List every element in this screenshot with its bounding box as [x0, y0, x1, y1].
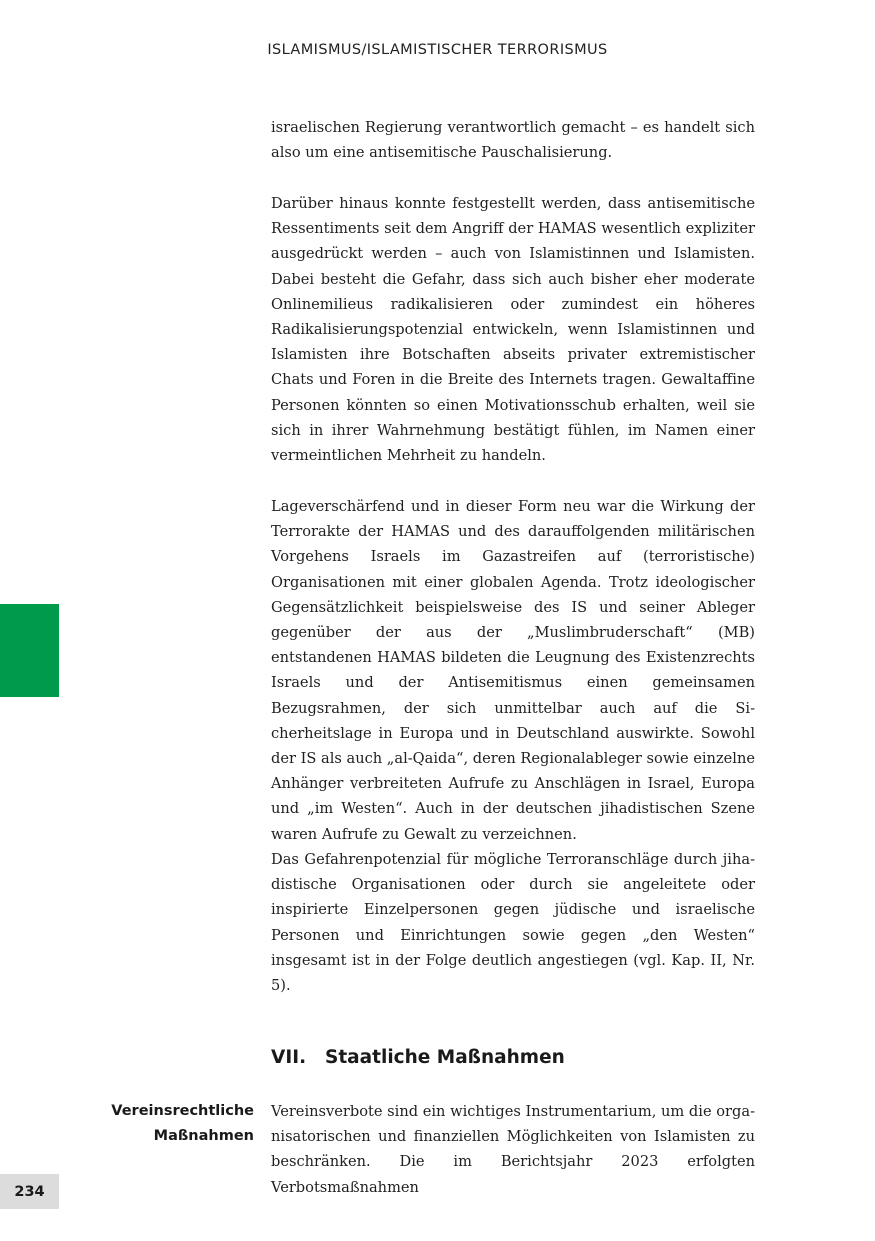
margin-note-line-1: Vereinsrechtliche — [111, 1103, 254, 1119]
margin-note-line-2: Maßnahmen — [153, 1128, 254, 1145]
section-title: Staatliche Maßnahmen — [325, 1047, 565, 1068]
page-number-box — [0, 1174, 59, 1209]
running-header: ISLAMISMUS/ISLAMISTISCHER TERRORISMUS — [267, 42, 608, 58]
page-number: 234 — [14, 1183, 45, 1200]
section-paragraph: Vereinsverbote sind ein wichtiges Instrumentarium, um die organisatorischen und finanziellen Möglichkeiten von Islamisten zu beschränken. Die im Berichtsjahr 2023 erfolgten Verbotsmaßnahmen — [271, 1103, 755, 1196]
section-number: VII. — [271, 1047, 307, 1068]
body-paragraph-1: israelischen Regierung verantwortlich gemacht – es handelt sich also um eine antisemitische Pauschalisierung. — [271, 119, 755, 162]
section-heading — [271, 1044, 755, 1072]
margin-note — [80, 1099, 254, 1149]
chapter-tab-marker — [0, 604, 59, 697]
body-paragraph-2: Darüber hinaus konnte festgestellt werden, dass antisemitische Ressentiments seit dem Angriff der HAMAS wesentlich expliziter ausgedrückt werden – auch von Islamistinnen und Islamisten. Dabei besteht die Gefahr, dass sich auch bisher eher moderate Onlinemilieus radikalisieren oder zumindest ein höheres Radikalisierungspotenzial entwickeln, wenn Islamistinnen und Islamisten ihre Botschaften abseits privater extremistischer Chats und Foren in die Breite des Internets tragen. Gewaltaffine Personen könnten so einen Motivationsschub erhalten, weil sie sich in ihrer Wahrnehmung bestätigt fühlen, im Namen einer vermeintlichen Mehrheit zu handeln. — [271, 195, 755, 465]
body-paragraph-4: Das Gefahrenpotenzial für mögliche Terroranschläge durch jihadistische Organisationen oder durch sie angeleitete oder inspirierte Einzelpersonen gegen jüdische und israelische Personen und Einrichtungen sowie gegen „den Westen“ insgesamt ist in der Folge deutlich angestiegen (vgl. Kap. II, Nr. 5). — [271, 851, 755, 995]
body-paragraph-3: Lageverschärfend und in dieser Form neu war die Wirkung der Terrorakte der HAMAS und des darauffolgenden militärischen Vorgehens Israels im Gazastreifen auf (terroristische) Organisationen mit einer globalen Agenda. Trotz ideologischer Gegensätzlichkeit beispielsweise des IS und seiner Ableger gegenüber der aus der „Muslimbruderschaft“ (MB) entstandenen HAMAS bildeten die Leugnung des Existenzrechts Israels und der Antisemitismus einen gemeinsamen Bezugsrahmen, der sich unmittelbar auch auf die Sicherheitslage in Europa und in Deutschland auswirkte. Sowohl der IS als auch „al-Qaida“, deren Regionalableger sowie einzelne Anhänger verbreiteten Aufrufe zu Anschlägen in Israel, Europa und „im Westen“. Auch in der deutschen jihadistischen Szene waren Aufrufe zu Gewalt zu verzeichnen. — [271, 498, 755, 843]
